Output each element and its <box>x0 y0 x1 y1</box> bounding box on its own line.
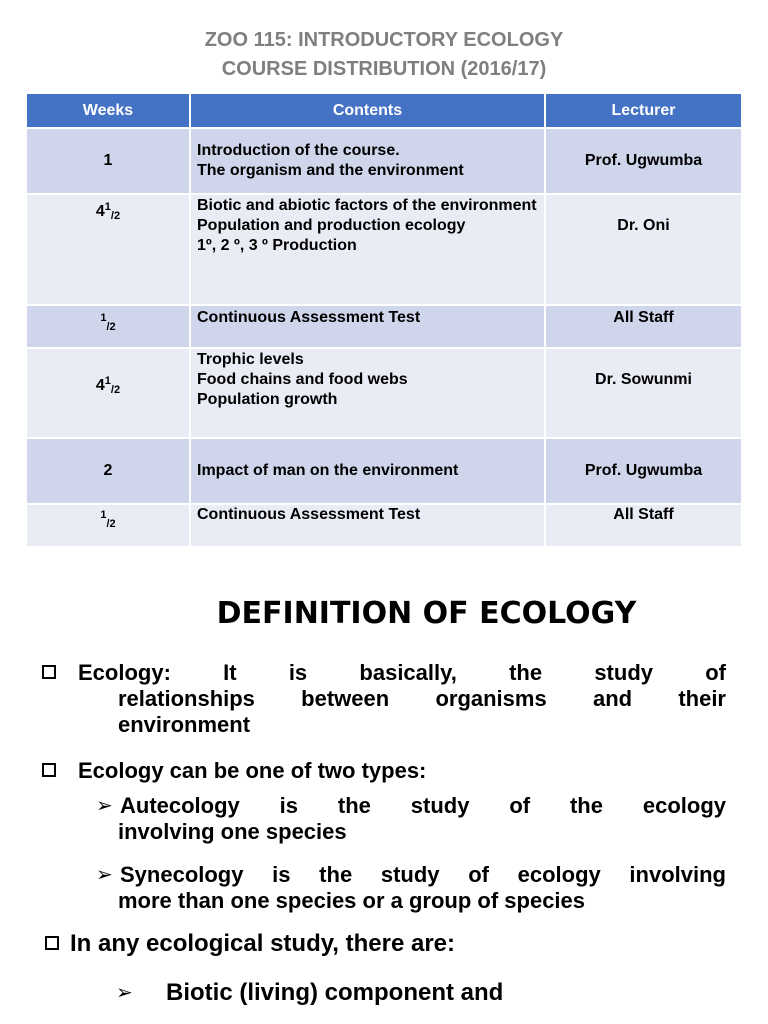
cell-weeks <box>27 504 190 546</box>
section-title: DEFINITION OF ECOLOGY <box>216 596 637 631</box>
bullet-ecology-line2: relationships between organisms and their <box>118 686 726 711</box>
subbullet-autecology-line1: Autecology is the study of the ecology <box>120 793 726 818</box>
cell-lecturer: All Staff <box>545 504 741 546</box>
cell-contents <box>190 128 545 194</box>
week-numerator: 1 <box>104 201 111 213</box>
checkbox-bullet-icon <box>45 936 59 950</box>
week-denominator: /2 <box>110 384 121 396</box>
content-line: Population growth <box>197 391 338 408</box>
column-header-contents: Contents <box>190 94 545 128</box>
cell-weeks <box>27 194 190 305</box>
content-line: Continuous Assessment Test <box>197 309 421 326</box>
cell-lecturer: Prof. Ugwumba <box>545 128 741 194</box>
cell-lecturer: Prof. Ugwumba <box>545 438 741 504</box>
week-whole: 4 <box>95 377 105 394</box>
cell-lecturer: Dr. Oni <box>545 194 741 305</box>
content-line: Impact of man on the environment <box>197 462 459 479</box>
week-numerator: 1 <box>100 312 107 324</box>
content-line: Introduction of the course. <box>197 142 400 159</box>
cell-weeks: 2 <box>27 438 190 504</box>
bullet-ecology-line3: environment <box>118 712 251 737</box>
content-line: The organism and the environment <box>197 162 464 179</box>
cell-weeks: 1 <box>27 128 190 194</box>
cell-lecturer: All Staff <box>545 305 741 348</box>
bullet-ecology-line1: Ecology: It is basically, the study of <box>78 660 726 685</box>
content-line: 1º, 2 º, 3 º Production <box>197 237 357 254</box>
cell-contents <box>190 504 545 546</box>
table-row <box>27 438 741 504</box>
cell-contents <box>190 348 545 438</box>
bullet-ecological-study: In any ecological study, there are: <box>70 930 456 957</box>
table-header-row <box>27 94 741 128</box>
week-numerator: 1 <box>104 375 111 387</box>
table-row <box>27 305 741 348</box>
content-line: Biotic and abiotic factors of the environment <box>197 197 537 214</box>
table-row <box>27 348 741 438</box>
content-line: Population and production ecology <box>197 217 466 234</box>
content-line: Trophic levels <box>197 351 304 368</box>
bullet-types: Ecology can be one of two types: <box>78 758 427 783</box>
course-subtitle: COURSE DISTRIBUTION (2016/17) <box>221 58 547 80</box>
arrowhead-bullet-icon: ➢ <box>116 982 133 1004</box>
subbullet-biotic: Biotic (living) component and <box>166 979 504 1006</box>
course-distribution-table <box>27 94 741 546</box>
week-numerator: 1 <box>100 509 107 521</box>
cell-contents <box>190 194 545 305</box>
column-header-lecturer: Lecturer <box>545 94 741 128</box>
content-line: Continuous Assessment Test <box>197 506 421 523</box>
cell-weeks <box>27 348 190 438</box>
table-row <box>27 504 741 546</box>
arrowhead-bullet-icon: ➢ <box>96 864 113 886</box>
content-line: Food chains and food webs <box>197 371 408 388</box>
page-header <box>0 26 768 84</box>
arrowhead-bullet-icon: ➢ <box>96 795 113 817</box>
table-row <box>27 128 741 194</box>
checkbox-bullet-icon <box>42 665 56 679</box>
table-row <box>27 194 741 305</box>
week-whole: 4 <box>95 203 105 220</box>
subbullet-synecology-line1: Synecology is the study of ecology involving <box>120 862 726 887</box>
cell-contents <box>190 305 545 348</box>
cell-lecturer: Dr. Sowunmi <box>545 348 741 438</box>
subbullet-synecology-line2: more than one species or a group of species <box>118 888 586 913</box>
cell-contents <box>190 438 545 504</box>
week-denominator: /2 <box>106 321 116 333</box>
checkbox-bullet-icon <box>42 763 56 777</box>
column-header-weeks: Weeks <box>27 94 190 128</box>
course-title: ZOO 115: INTRODUCTORY ECOLOGY <box>204 29 564 51</box>
week-denominator: /2 <box>110 210 121 222</box>
week-denominator: /2 <box>106 518 116 530</box>
subbullet-autecology-line2: involving one species <box>118 819 347 844</box>
cell-weeks <box>27 305 190 348</box>
